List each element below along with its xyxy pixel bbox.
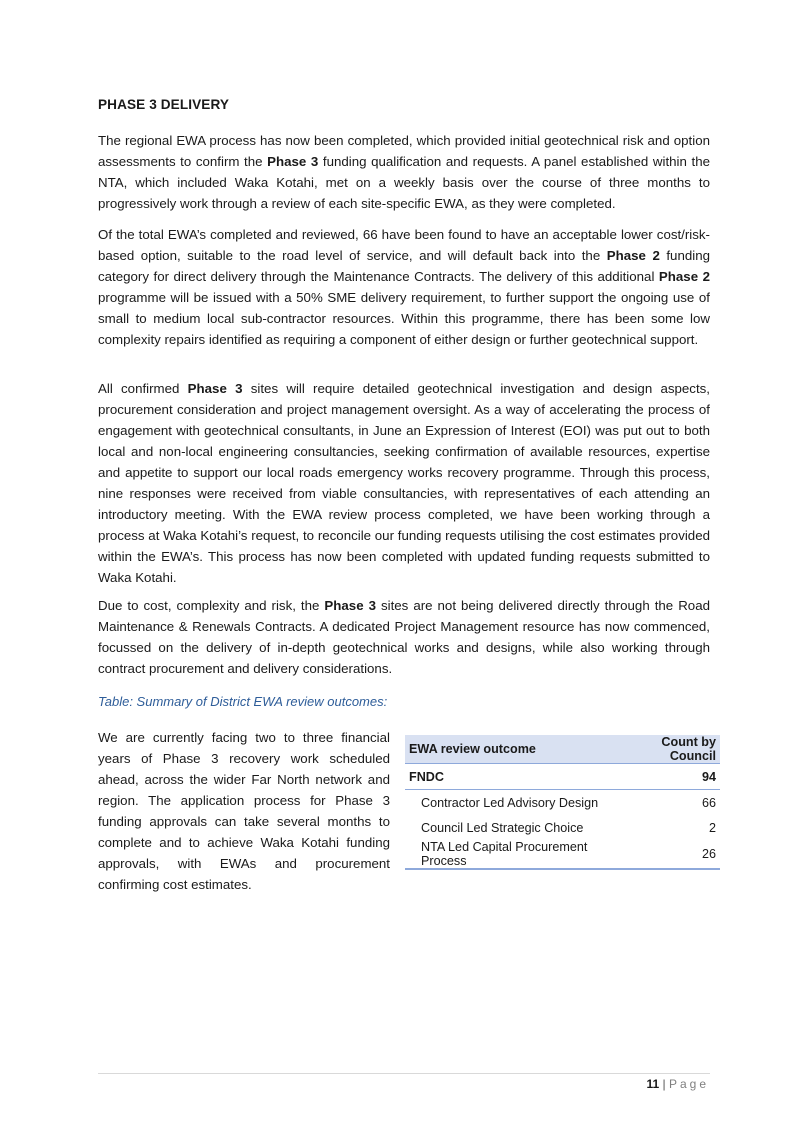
paragraph-2 bbox=[98, 224, 710, 350]
text-run: funding qualification and requests. A panel established within the NTA, which included Waka Kotahi, met on a weekly basis over the course of three months to progressively work through a review of each site-specific EWA, as they were completed. bbox=[98, 154, 710, 211]
text-run: sites will require detailed geotechnical investigation and design aspects, procurement consideration and project management oversight. As a way of accelerating the process of engagement with geotechnical consultants, in June an Expression of Interest (EOI) was put out to both local and non-local engineering consultancies, seeking confirmation of available resources, expertise and appetite to support our local roads emergency works recovery programme. Through this process, nine responses were received from viable consultancies, with representatives of each attending an introductory meeting. With the EWA review process completed, we have been working through a process at Waka Kotahi’s request, to reconcile our funding requests utilising the cost estimates provided within the EWA’s. This process has now been completed with updated funding requests submitted to Waka Kotahi. bbox=[98, 381, 710, 585]
table-caption: Table: Summary of District EWA review outcomes: bbox=[98, 694, 388, 709]
ewa-summary-table bbox=[405, 735, 720, 870]
bold-text-run: Phase 2 bbox=[606, 248, 660, 263]
header-count: Count by Council bbox=[617, 735, 720, 764]
row-label: Council Led Strategic Choice bbox=[421, 820, 584, 835]
table-group-row bbox=[405, 764, 720, 790]
side-paragraph: We are currently facing two to three financial years of Phase 3 recovery work scheduled ahead, across the wider Far North network and region. The application process for Phase 3 funding approvals can take several months to complete and to achieve Waka Kotahi funding approvals, with EWAs and procurement confirming cost estimates. bbox=[98, 730, 390, 892]
bold-text-run: Phase 2 bbox=[658, 269, 710, 284]
page-label: Page bbox=[668, 1077, 709, 1091]
table-row bbox=[405, 815, 720, 840]
group-value: 94 bbox=[617, 764, 720, 790]
table-header-row bbox=[405, 735, 720, 764]
paragraph-1 bbox=[98, 130, 710, 214]
paragraph-4 bbox=[98, 595, 710, 679]
paragraph-3 bbox=[98, 378, 710, 588]
text-run: programme will be issued with a 50% SME delivery requirement, to further support the ongoing use of small to medium local sub-contractor resources. Within this programme, there has been some low complexity repairs identified as requiring a component of either design or further geotechnical support. bbox=[98, 290, 710, 347]
row-label: NTA Led Capital Procurement Process bbox=[405, 840, 617, 869]
row-label: Contractor Led Advisory Design bbox=[421, 795, 599, 810]
footer-divider bbox=[98, 1073, 710, 1074]
bold-text-run: Phase 3 bbox=[267, 154, 319, 169]
bold-text-run: Phase 3 bbox=[324, 598, 376, 613]
section-title: PHASE 3 DELIVERY bbox=[98, 97, 230, 112]
row-value: 2 bbox=[708, 820, 716, 835]
table-row bbox=[405, 790, 720, 816]
text-run: The regional EWA process has now been completed, which provided initial geotechnical risk and option assessments to confirm the bbox=[98, 133, 710, 169]
group-label: FNDC bbox=[405, 764, 617, 790]
text-run: All confirmed bbox=[98, 381, 188, 396]
row-value: 66 bbox=[701, 795, 716, 810]
bold-text-run: Phase 3 bbox=[187, 381, 243, 396]
text-run: Of the total EWA’s completed and reviewed, 66 have been found to have an acceptable lower cost/risk-based option, suitable to the road level of service, and will default back into the bbox=[98, 227, 710, 263]
text-run: Due to cost, complexity and risk, the bbox=[98, 598, 325, 613]
header-outcome: EWA review outcome bbox=[405, 735, 617, 764]
text-run: sites are not being delivered directly through the Road Maintenance & Renewals Contracts. A dedicated Project Management resource has now commenced, focussed on the delivery of in-depth geotechnical works and designs, while also working through contract procurement and delivery considerations. bbox=[98, 598, 710, 676]
page-footer bbox=[646, 1077, 709, 1091]
page-number: 11 bbox=[646, 1077, 660, 1091]
row-value: 26 bbox=[617, 840, 720, 869]
table-row bbox=[405, 840, 720, 869]
footer-separator: | bbox=[662, 1077, 666, 1091]
text-run: funding category for direct delivery through the Maintenance Contracts. The delivery of this additional bbox=[98, 248, 710, 284]
